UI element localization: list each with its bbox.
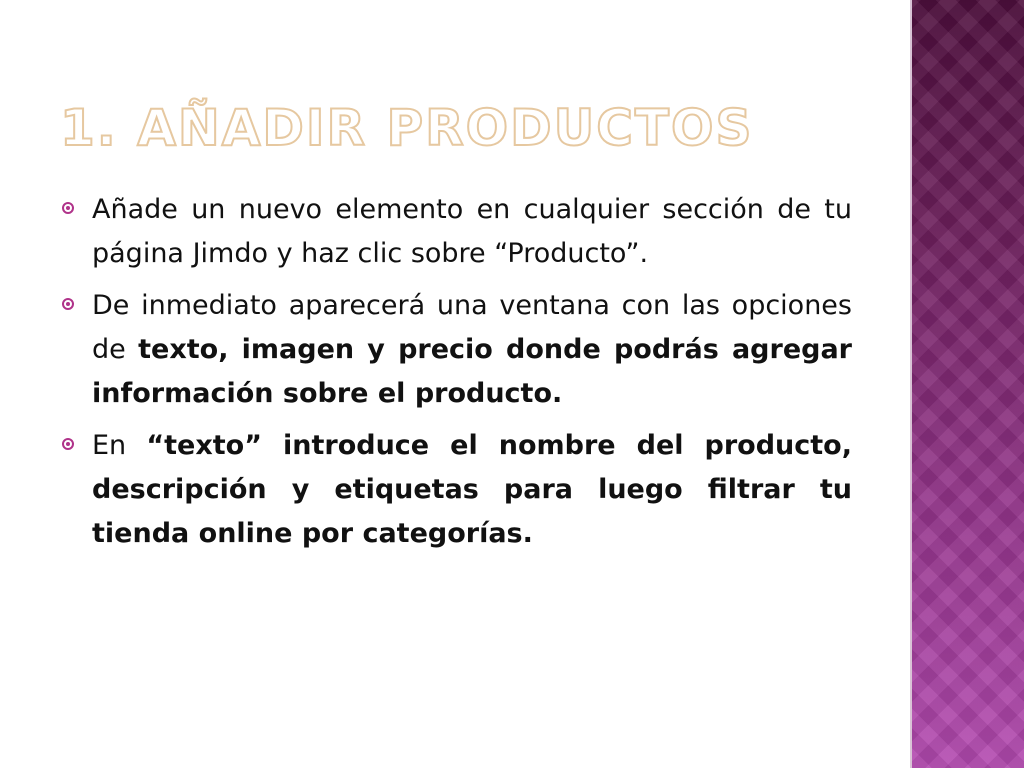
bullet-text: Añade un nuevo elemento en cualquier sección de tu página Jimdo y haz clic sobre “Producto”. (92, 194, 852, 269)
bullet-text: De inmediato aparecerá una ventana con las opciones de (92, 290, 852, 365)
slide-title: 1. AÑADIR PRODUCTOS (60, 99, 754, 157)
circle-dot-bullet-icon (62, 298, 74, 310)
circle-dot-bullet-icon (62, 202, 74, 214)
bullet-text-bold: “texto” introduce el nombre del producto, descripción y etiquetas para luego filtrar tu tienda online por categorías. (92, 430, 852, 549)
bullet-item-3 (60, 424, 852, 556)
decorative-side-band (912, 0, 1024, 768)
bullet-item-1 (60, 188, 852, 276)
bullet-list (60, 188, 852, 564)
bullet-text: En (92, 430, 147, 461)
bullet-text-bold: texto, imagen y precio donde podrás agregar información sobre el producto. (92, 334, 852, 409)
circle-dot-bullet-icon (62, 438, 74, 450)
bullet-item-2 (60, 284, 852, 416)
